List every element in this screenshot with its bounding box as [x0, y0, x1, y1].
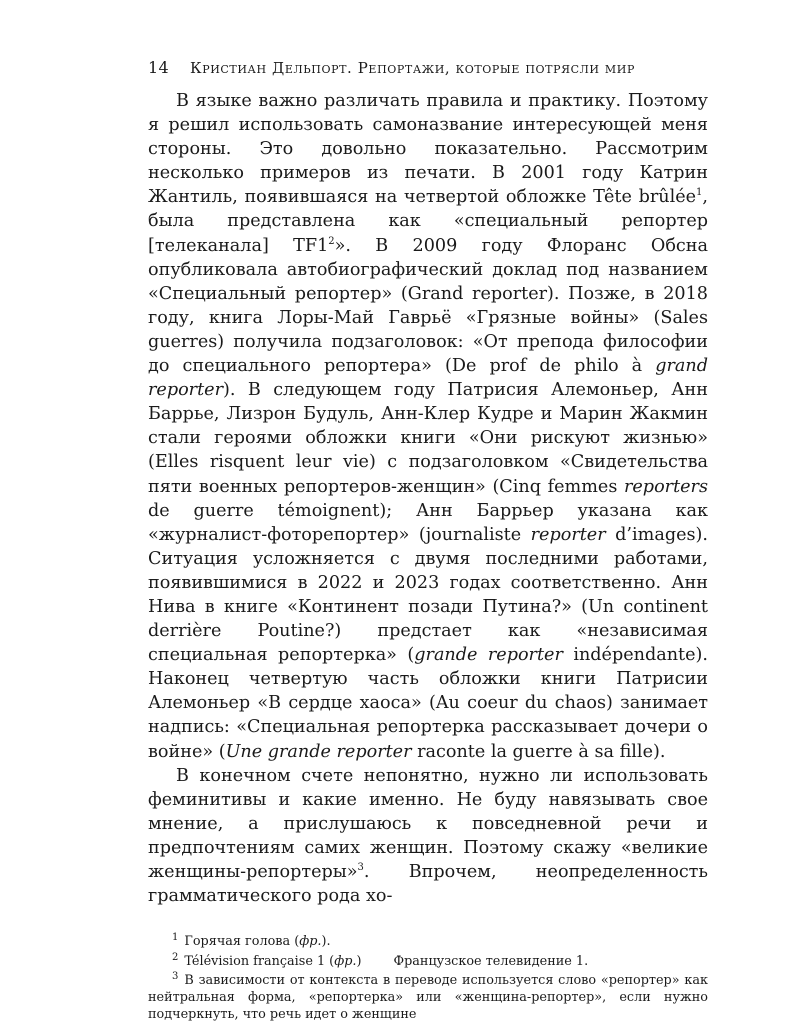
- italic-term: grande reporter: [414, 645, 563, 666]
- text-run: , была представлена как «специальный репортер [телеканала] TF1: [148, 187, 708, 256]
- footnote-italic: фр.: [299, 934, 322, 950]
- text-run: ). В следующем году Патрисия Алемоньер, Анн Баррье, Лизрон Будуль, Анн-Клер Кудре и Марин Жакмин стали героями обложки книги «Они рискуют жизнью» (Elles risquent leur vie) с подзаголовком «Свидетельства пяти военных репортеров-женщин» (Cinq femmes: [148, 380, 708, 497]
- italic-term: grand reporter: [148, 356, 708, 401]
- body-text: [148, 89, 708, 908]
- footnote-ref: 2: [328, 235, 335, 247]
- text-run: d’images). Ситуация усложняется с двумя последними работами, появившимися в 2022 и 2023 годах соответственно. Анн Нива в книге «Континент позади Путина?» (Un continent derrière Poutine?) предстает как «независимая специальная репортерка» (: [148, 524, 708, 666]
- text-run: В конечном счете непонятно, нужно ли использовать феминитивы и какие именно. Не буду навязывать свое мнение, а прислушаюсь к повседневной речи и предпочтениям самих женщин. Поэтому скажу «великие женщины-репортеры»: [148, 765, 708, 882]
- italic-term: reporter: [530, 524, 606, 545]
- footnote-text: В зависимости от контекста в переводе используется слово «репортер» как нейтральная форма, «репортерка» или «женщина-репортер», если нужно подчеркнуть, что речь идет о женщине: [148, 973, 708, 1022]
- footnote-ref: 3: [357, 862, 364, 874]
- italic-term: Une grande reporter: [225, 741, 412, 762]
- footnote-mark: 1: [172, 931, 179, 943]
- footnote-tail: ).: [321, 934, 331, 950]
- footnote-text: Горячая голова (: [184, 934, 300, 950]
- paragraph: [148, 89, 708, 764]
- footnote-mark: 2: [172, 951, 179, 963]
- italic-term: reporters: [623, 476, 708, 497]
- footnote-mark: 3: [172, 971, 179, 983]
- paragraph: [148, 764, 708, 909]
- book-page: [148, 58, 708, 1026]
- footnote-translation: Французское телевидение 1.: [393, 953, 589, 969]
- running-title: Кристиан Дельпорт. Репортажи, которые потрясли мир: [190, 59, 635, 77]
- text-run: indépendante). Наконец четвертую часть обложки книги Патрисии Алемоньер «В сердце хаоса» (Au coeur du chaos) занимает надпись: «Специальная репортерка рассказывает дочери о войне» (: [148, 645, 708, 762]
- page-number: 14: [148, 58, 169, 77]
- footnotes: [148, 931, 708, 1023]
- text-run: . Впрочем, неопределенность грамматического рода хо-: [148, 862, 708, 907]
- footnote-ref: 1: [696, 187, 703, 199]
- footnote: [148, 931, 708, 951]
- footnote: [148, 951, 708, 971]
- footnote-italic: фр.: [334, 953, 357, 969]
- footnote-text: Télévision française 1 (: [184, 953, 335, 969]
- footnote: [148, 973, 708, 1023]
- footnote-tail: ): [356, 953, 362, 969]
- text-run: ». В 2009 году Флоранс Обсна опубликовала автобиографический доклад под названием «Специальный репортер» (Grand reporter). Позже, в 2018 году, книга Лоры-Май Гаврьё «Грязные войны» (Sales guerres) получила подзаголовок: «От препода философии до специального репортера» (De prof de philo à: [148, 235, 708, 377]
- text-run: В языке важно различать правила и практику. Поэтому я решил использовать самоназвание интересующей меня стороны. Это довольно показательно. Рассмотрим несколько примеров из печати. В 2001 году Катрин Жантиль, появившаяся на четвертой обложке Tête brûlée: [148, 91, 708, 208]
- text-run: raconte la guerre à sa fille).: [411, 741, 666, 762]
- text-run: de guerre témoignent); Анн Баррьер указана как «журналист-фоторепортер» (journaliste: [148, 500, 708, 545]
- running-head: [148, 58, 708, 77]
